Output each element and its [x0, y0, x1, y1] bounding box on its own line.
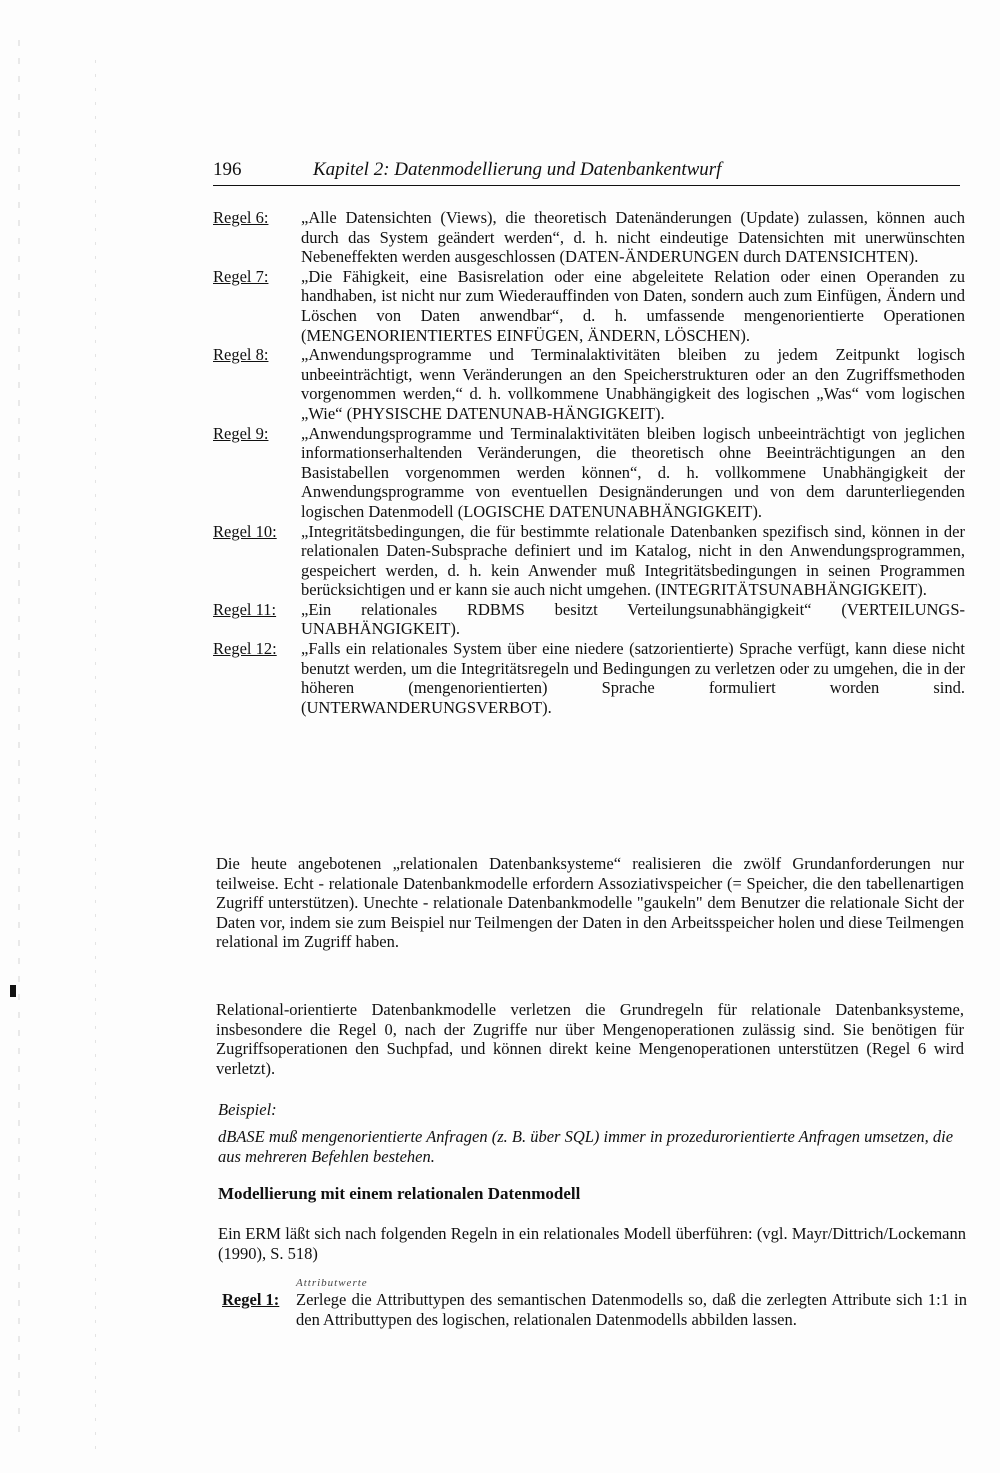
rule-item [213, 424, 965, 522]
rule-text: „Anwendungsprogramme und Terminalaktivitäten bleiben zu jedem Zeitpunkt logisch unbeeinträchtigt, wenn Veränderungen an den Speicherstrukturen oder an den Zugriffsmethoden vorgenommen werden,“ d. h. vollkommene Unabhängigkeit des logischen „Was“ vom logischen „Wie“ (PHYSISCHE DATENUNAB-HÄNGIGKEIT). [301, 345, 965, 423]
running-title: Kapitel 2: Datenmodellierung und Datenbankentwurf [313, 159, 722, 180]
body-paragraph: Ein ERM läßt sich nach folgenden Regeln in ein relationales Modell überführen: (vgl. Mayr/Dittrich/Lockemann (1990), S. 518) [218, 1224, 966, 1263]
rule-item [213, 522, 965, 600]
rule-label: Regel 8: [213, 345, 269, 365]
rule-label: Regel 10: [213, 521, 277, 541]
rule-label: Regel 9: [213, 423, 269, 443]
rule-label: Regel 12: [213, 639, 277, 659]
page-header [213, 157, 960, 186]
body-paragraph: Relational-orientierte Datenbankmodelle verletzen die Grundregeln für relationale Datenbanksysteme, insbesondere die Regel 0, nach der Zugriffe nur über Mengenoperationen zulässig sind. Sie benötigen für Zugriffsoperationen den Suchpfad, und können direkt keine Mengenoperationen unterstützen (Regel 6 wird verletzt). [216, 1000, 964, 1078]
rule-label: Regel 6: [213, 208, 269, 227]
page-number: 196 [213, 159, 242, 180]
rule-text: „Integritätsbedingungen, die für bestimmte relationale Datenbanken spezifisch sind, können in der relationalen Daten-Subsprache definiert und im Katalog, nicht in den Anwendungsprogrammen, gespeichert werden, d. h. kein Anwender muß Integritätsbedingungen in seinen Programmen berücksichtigen und er kann sie auch nicht umgehen. (INTEGRITÄTSUNABHÄNGIGKEIT). [301, 521, 965, 600]
rule-label: Regel 1: [222, 1290, 280, 1309]
section-heading: Modellierung mit einem relationalen Datenmodell [218, 1184, 581, 1203]
rule-item [213, 639, 965, 717]
rule-label: Regel 7: [213, 266, 269, 286]
body-paragraph: Die heute angebotenen „relationalen Datenbanksysteme“ realisieren die zwölf Grundanforderungen nur teilweise. Echt - relationale Datenbankmodelle erfordern Assoziativspeicher (= Speicher, die den tabellenartigen Zugriff unterstützen). Unechte - relationale Datenbankmodelle "gaukeln" dem Benutzer die relationale Sicht der Daten vor, indem sie zum Beispiel nur Teilmengen der Daten in den Arbeitsspeicher holen und diese Teilmengen relational im Zugriff haben. [216, 854, 964, 952]
rule-text: Zerlege die Attributtypen des semantischen Datenmodells so, daß die zerlegten Attribute sich 1:1 in den Attributtypen des logischen, relationalen Datenmodells abbilden lassen. [296, 1290, 967, 1329]
rule-label: Regel 11: [213, 599, 277, 619]
rule-item [222, 1290, 967, 1329]
rule-item [213, 267, 965, 345]
scan-artifact [10, 985, 16, 997]
scan-artifact [18, 40, 20, 1440]
rule-item [213, 600, 965, 639]
rule-item [213, 345, 965, 423]
rule-text: „Falls ein relationales System über eine niedere (satzorientierte) Sprache verfügt, kann diese nicht benutzt werden, um die Integritätsregeln und Bedingungen zu verletzen oder zu umgehen, die in der höheren (mengenorientierten) Sprache formuliert worden sind. (UNTERWANDERUNGSVERBOT). [301, 639, 965, 717]
rule-item [213, 208, 965, 267]
rule-text: „Alle Datensichten (Views), die theoretisch Datenänderungen (Update) zulassen, können auch durch das System geändert werden“, d. h. nicht eindeutige Datensichten mit unerwünschten Nebeneffekten werden ausgeschlossen (DATEN-ÄNDERUNGEN durch DATENSICHTEN). [301, 208, 965, 267]
scan-artifact [95, 60, 96, 1450]
rule-list [213, 208, 965, 717]
example-label: Beispiel: [218, 1100, 277, 1119]
rule-text: „Die Fähigkeit, eine Basisrelation oder eine abgeleitete Relation oder einen Operanden zu handhaben, ist nicht nur zum Wiederauffinden von Daten, sondern auch zum Einfügen, Ändern und Löschen von Daten anwendbar“, d. h. umfassende mengenorientierte Operationen (MENGENORIENTIERTES EINFÜGEN, ÄNDERN, LÖSCHEN). [301, 266, 965, 345]
rule-text: „Anwendungsprogramme und Terminalaktivitäten bleiben logisch unbeeinträchtigt von jeglichen informationserhaltenden Veränderungen, die theoretisch ohne Beeinträchtigungen an den Basistabellen vorgenommen werden können“, d. h. vollkommene Unabhängigkeit der Anwendungsprogramme von eventuellen Designänderungen und von dem darunterliegenden logischen Datenmodell (LOGISCHE DATENUNABHÄNGIGKEIT). [301, 423, 965, 521]
handwritten-note: Attributwerte [296, 1277, 368, 1289]
rule-text: „Ein relationales RDBMS besitzt Verteilungsunabhängigkeit“ (VERTEILUNGS-UNABHÄNGIGKEIT). [301, 599, 965, 639]
example-text: dBASE muß mengenorientierte Anfragen (z. B. über SQL) immer in prozedurorientierte Anfragen umsetzen, die aus mehreren Befehlen bestehen. [218, 1127, 954, 1166]
